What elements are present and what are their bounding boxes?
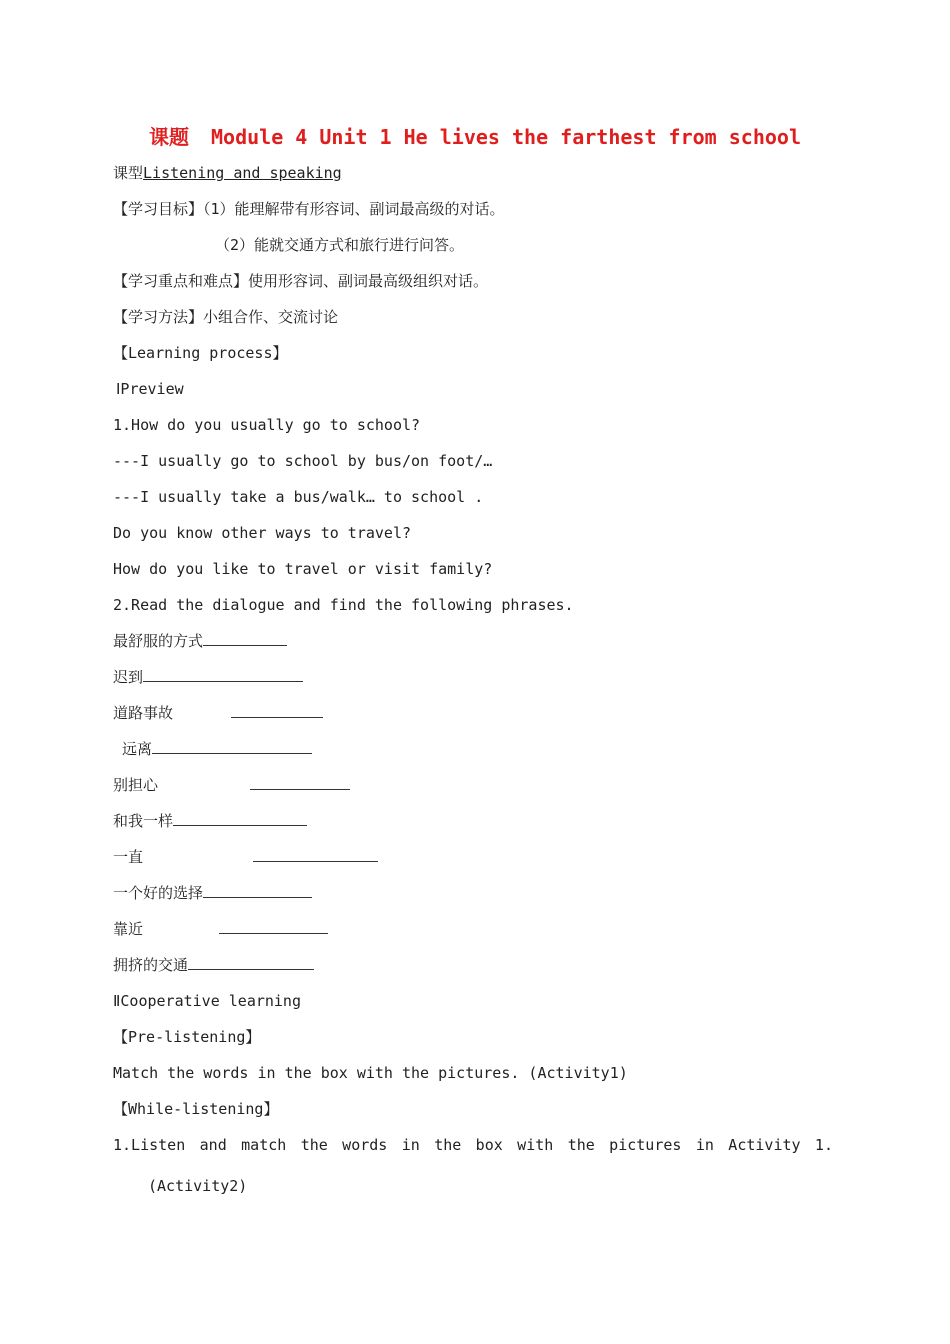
preview-question-1: 1.How do you usually go to school? (113, 416, 421, 434)
answer-blank[interactable] (188, 955, 314, 970)
answer-blank[interactable] (173, 811, 307, 826)
listening-task-1: 1.Listen and match the words in the box with the pictures in Activity 1. (113, 1136, 833, 1154)
title-text: Module 4 Unit 1 He lives the farthest from school (210, 125, 801, 149)
phrase-label: 和我一样 (113, 812, 174, 830)
learning-method: 【学习方法】小组合作、交流讨论 (113, 308, 339, 326)
phrase-label: 别担心 (113, 776, 159, 794)
phrase-item (113, 775, 350, 795)
goals-label: 【学习目标】 (113, 200, 204, 218)
phrase-item (113, 811, 307, 831)
cooperative-heading: ⅡCooperative learning (113, 992, 301, 1010)
preview-task-2: 2.Read the dialogue and find the following phrases. (113, 596, 574, 614)
listening-task-1-note: (Activity2) (148, 1177, 248, 1195)
phrase-label: 远离 (122, 740, 153, 758)
phrase-item (113, 667, 303, 687)
phrase-item (113, 955, 314, 975)
preview-heading: ⅠPreview (116, 380, 184, 398)
preview-answer-1: ---I usually go to school by bus/on foot/… (113, 452, 493, 470)
answer-blank[interactable] (250, 775, 350, 790)
goal-item-1: （1）能理解带有形容词、副词最高级的对话。 (203, 200, 505, 218)
key-points: 【学习重点和难点】使用形容词、副词最高级组织对话。 (113, 272, 489, 290)
answer-blank[interactable] (152, 739, 312, 754)
page-title (0, 124, 950, 150)
process-heading: 【Learning process】 (113, 344, 288, 362)
title-prefix: 课题 (148, 125, 189, 149)
answer-blank[interactable] (231, 703, 323, 718)
answer-blank[interactable] (203, 883, 312, 898)
preview-question-2: Do you know other ways to travel? (113, 524, 412, 542)
phrase-item (113, 703, 323, 723)
answer-blank[interactable] (219, 919, 328, 934)
preview-question-3: How do you like to travel or visit family? (113, 560, 493, 578)
phrase-item (113, 847, 378, 867)
pre-listening-heading: 【Pre-listening】 (113, 1028, 261, 1046)
lesson-type-value: Listening and speaking (143, 164, 342, 182)
phrase-item (122, 739, 312, 759)
phrase-label: 迟到 (113, 668, 144, 686)
learning-goals (113, 199, 505, 219)
answer-blank[interactable] (203, 631, 287, 646)
answer-blank[interactable] (143, 667, 303, 682)
while-listening-heading: 【While-listening】 (113, 1100, 279, 1118)
phrase-item (113, 919, 328, 939)
phrase-item (113, 631, 287, 651)
phrase-label: 拥挤的交通 (113, 956, 189, 974)
goal-item-2: （2）能就交通方式和旅行进行问答。 (215, 236, 465, 254)
lesson-type-label: 课型 (113, 164, 144, 182)
preview-answer-2: ---I usually take a bus/walk… to school . (113, 488, 484, 506)
phrase-label: 道路事故 (113, 704, 174, 722)
phrase-label: 一直 (113, 848, 144, 866)
phrase-label: 靠近 (113, 920, 144, 938)
phrase-label: 一个好的选择 (113, 884, 204, 902)
lesson-type-line (113, 163, 342, 183)
answer-blank[interactable] (253, 847, 378, 862)
match-instruction: Match the words in the box with the pictures. (Activity1) (113, 1064, 628, 1082)
phrase-item (113, 883, 312, 903)
phrase-label: 最舒服的方式 (113, 632, 204, 650)
